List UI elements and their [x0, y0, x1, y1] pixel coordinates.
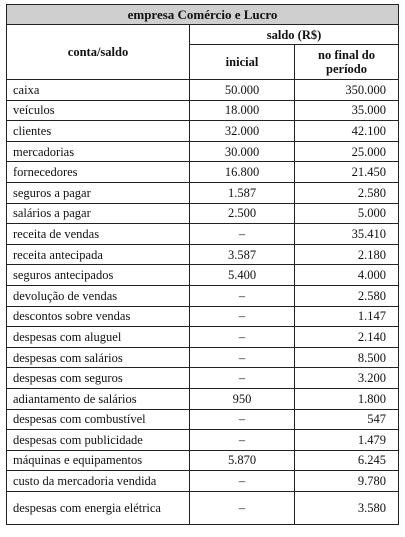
account-cell: mercadorias [7, 141, 190, 162]
account-cell: despesas com salários [7, 347, 190, 368]
initial-balance-cell: – [190, 224, 295, 245]
initial-balance-cell: 5.400 [190, 265, 295, 286]
final-balance-cell: 6.245 [295, 450, 399, 471]
account-cell: seguros a pagar [7, 182, 190, 203]
account-cell: fornecedores [7, 162, 190, 183]
final-balance-cell: 35.000 [295, 100, 399, 121]
table-row [7, 100, 399, 121]
table-row [7, 203, 399, 224]
table-row [7, 306, 399, 327]
final-balance-cell: 9.780 [295, 471, 399, 492]
final-balance-cell: 1.147 [295, 306, 399, 327]
initial-balance-cell: 16.800 [190, 162, 295, 183]
final-balance-cell: 42.100 [295, 121, 399, 142]
initial-balance-cell: – [190, 306, 295, 327]
initial-balance-cell: 18.000 [190, 100, 295, 121]
account-cell: salários a pagar [7, 203, 190, 224]
header-final-periodo: no final do período [295, 45, 399, 80]
final-balance-cell: 21.450 [295, 162, 399, 183]
table-row [7, 182, 399, 203]
header-conta-saldo: conta/saldo [7, 25, 190, 80]
initial-balance-cell: 950 [190, 388, 295, 409]
initial-balance-cell: – [190, 491, 295, 524]
initial-balance-cell: 5.870 [190, 450, 295, 471]
table-row [7, 409, 399, 430]
table-row [7, 80, 399, 101]
account-cell: devolução de vendas [7, 285, 190, 306]
account-cell: descontos sobre vendas [7, 306, 190, 327]
final-balance-cell: 25.000 [295, 141, 399, 162]
account-cell: despesas com aluguel [7, 327, 190, 348]
table-row [7, 347, 399, 368]
initial-balance-cell: 30.000 [190, 141, 295, 162]
balance-table [6, 4, 399, 525]
account-cell: receita antecipada [7, 244, 190, 265]
initial-balance-cell: 50.000 [190, 80, 295, 101]
table-row [7, 224, 399, 245]
account-cell: seguros antecipados [7, 265, 190, 286]
final-balance-cell: 2.580 [295, 182, 399, 203]
account-cell: clientes [7, 121, 190, 142]
final-balance-cell: 3.580 [295, 491, 399, 524]
final-balance-cell: 1.800 [295, 388, 399, 409]
account-cell: despesas com energia elétrica [7, 491, 190, 524]
table-row [7, 388, 399, 409]
initial-balance-cell: 2.500 [190, 203, 295, 224]
initial-balance-cell: 32.000 [190, 121, 295, 142]
initial-balance-cell: 1.587 [190, 182, 295, 203]
final-balance-cell: 4.000 [295, 265, 399, 286]
table-body [7, 80, 399, 525]
table-row [7, 285, 399, 306]
table-row [7, 141, 399, 162]
account-cell: despesas com publicidade [7, 430, 190, 451]
account-cell: veículos [7, 100, 190, 121]
account-cell: adiantamento de salários [7, 388, 190, 409]
initial-balance-cell: – [190, 285, 295, 306]
initial-balance-cell: – [190, 327, 295, 348]
balance-table-container [6, 4, 398, 525]
account-cell: receita de vendas [7, 224, 190, 245]
final-balance-cell: 2.580 [295, 285, 399, 306]
final-balance-cell: 35.410 [295, 224, 399, 245]
account-cell: custo da mercadoria vendida [7, 471, 190, 492]
account-cell: caixa [7, 80, 190, 101]
initial-balance-cell: – [190, 409, 295, 430]
final-balance-cell: 1.479 [295, 430, 399, 451]
table-row [7, 327, 399, 348]
table-title: empresa Comércio e Lucro [7, 5, 399, 25]
table-row [7, 430, 399, 451]
initial-balance-cell: – [190, 347, 295, 368]
account-cell: máquinas e equipamentos [7, 450, 190, 471]
account-cell: despesas com seguros [7, 368, 190, 389]
table-row [7, 471, 399, 492]
table-row [7, 244, 399, 265]
table-row [7, 265, 399, 286]
final-balance-cell: 3.200 [295, 368, 399, 389]
final-balance-cell: 5.000 [295, 203, 399, 224]
initial-balance-cell: 3.587 [190, 244, 295, 265]
final-balance-cell: 547 [295, 409, 399, 430]
table-row [7, 450, 399, 471]
final-balance-cell: 350.000 [295, 80, 399, 101]
table-row [7, 368, 399, 389]
account-cell: despesas com combustível [7, 409, 190, 430]
initial-balance-cell: – [190, 471, 295, 492]
initial-balance-cell: – [190, 430, 295, 451]
initial-balance-cell: – [190, 368, 295, 389]
header-inicial: inicial [190, 45, 295, 80]
final-balance-cell: 8.500 [295, 347, 399, 368]
table-row [7, 491, 399, 524]
table-row [7, 162, 399, 183]
final-balance-cell: 2.180 [295, 244, 399, 265]
final-balance-cell: 2.140 [295, 327, 399, 348]
table-row [7, 121, 399, 142]
header-saldo: saldo (R$) [190, 25, 399, 45]
